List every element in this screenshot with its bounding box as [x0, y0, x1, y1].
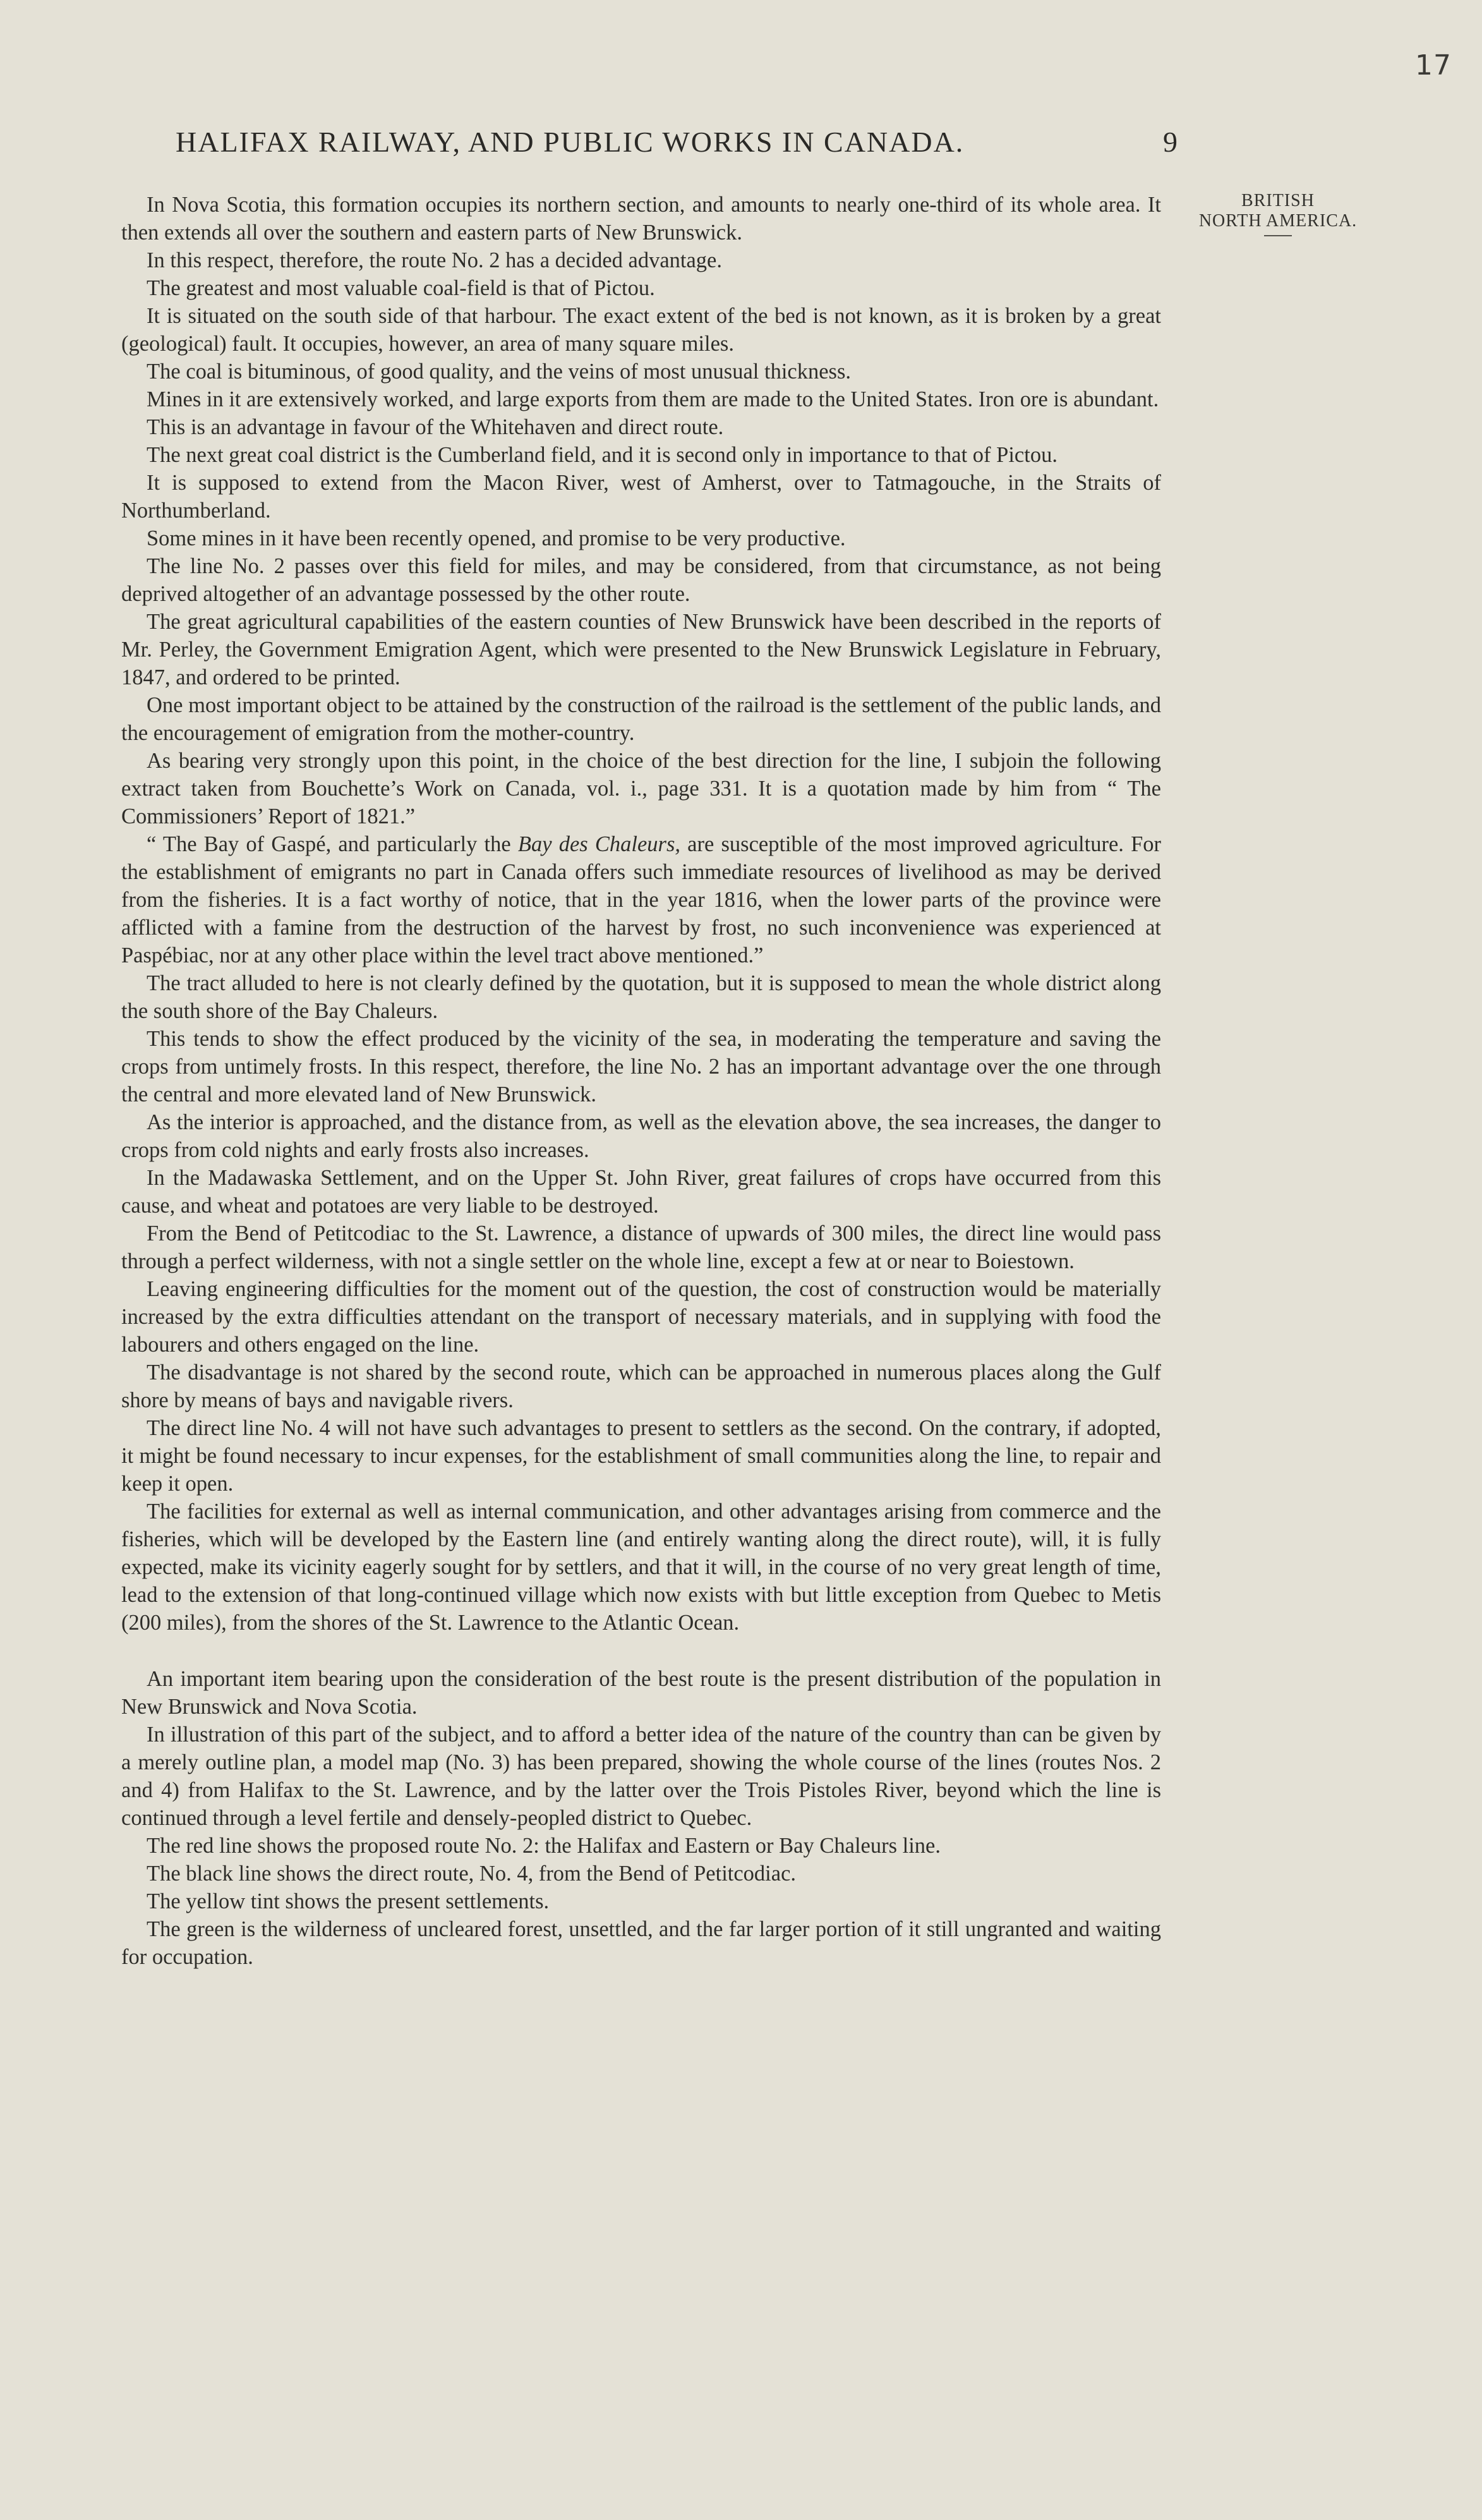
paragraph: The next great coal district is the Cumberland field, and it is second only in importance to that of Pictou.	[147, 443, 1057, 467]
margin-note-line-2: NORTH AMERICA.	[1198, 211, 1358, 231]
paragraph: This tends to show the effect produced by the vicinity of the sea, in moderating the temperature and saving the crops from untimely frosts. In this respect, therefore, the line No. 2 has an important advantage over the one through the central and more elevated land of New Brunswick.	[121, 1027, 1161, 1106]
page-number: 17	[1415, 49, 1452, 82]
section-paragraph: The yellow tint shows the present settlements.	[147, 1889, 550, 1913]
running-head-title: HALIFAX RAILWAY, AND PUBLIC WORKS IN CANADA.	[176, 126, 965, 158]
section-paragraph: In illustration of this part of the subject, and to afford a better idea of the nature of the country than can be given by a merely outline plan, a model map (No. 3) has been prepared, showing the whole course of the lines (routes Nos. 2 and 4) from Halifax to the St. Lawrence, and by the latter over the Trois Pistoles River, beyond which the line is continued through a level fertile and densely-peopled district to Quebec.	[121, 1723, 1161, 1830]
running-head-folio: 9	[1163, 126, 1179, 158]
paragraph: The line No. 2 passes over this field for miles, and may be considered, from that circumstance, as not being deprived altogether of an advantage possessed by the other route.	[121, 554, 1161, 606]
quote-italic-place: Bay des Chaleurs,	[517, 832, 680, 856]
paragraph: The tract alluded to here is not clearly defined by the quotation, but it is supposed to mean the whole district along the south shore of the Bay Chaleurs.	[121, 971, 1161, 1023]
quote-text: “ The Bay of Gaspé, and particularly the	[147, 832, 518, 856]
paragraph: As bearing very strongly upon this point, in the choice of the best direction for the line, I subjoin the following extract taken from Bouchette’s Work on Canada, vol. i., page 331. It is a quotation made by him from “ The Commissioners’ Report of 1821.”	[121, 749, 1161, 828]
margin-note-line-1: BRITISH	[1241, 191, 1315, 210]
quotation-paragraph	[121, 830, 1161, 969]
paragraph: From the Bend of Petitcodiac to the St. Lawrence, a distance of upwards of 300 miles, the direct line would pass through a perfect wilderness, with not a single settler on the whole line, except a few at or near to Boiestown.	[121, 1221, 1161, 1273]
quote-text: are susceptible of the most improved agriculture. For the establishment of emigrants no part in Canada offers such immediate resources of livelihood as may be derived from the fisheries. It is a fact worthy of notice, that in the year 1816, when the lower parts of the province were afflicted with a famine from the destruction of the harvest by frost, no such inconvenience was experienced at Paspébiac, nor at any other place within the level tract above mentioned.”	[121, 832, 1162, 967]
margin-note	[1174, 191, 1382, 236]
section-paragraph: The red line shows the proposed route No. 2: the Halifax and Eastern or Bay Chaleurs line.	[147, 1834, 941, 1858]
paragraph: Leaving engineering difficulties for the moment out of the question, the cost of construction would be materially increased by the extra difficulties attendant on the transport of necessary materials, and in supplying with food the labourers and others engaged on the line.	[121, 1277, 1161, 1357]
section-paragraph: An important item bearing upon the consideration of the best route is the present distribution of the population in New Brunswick and Nova Scotia.	[121, 1667, 1161, 1719]
paragraph: One most important object to be attained by the construction of the railroad is the settlement of the public lands, and the encouragement of emigration from the mother-country.	[121, 693, 1161, 745]
paragraph: The greatest and most valuable coal-field is that of Pictou.	[147, 276, 655, 300]
body-text	[121, 191, 1161, 1971]
paragraph: Some mines in it have been recently opened, and promise to be very productive.	[147, 526, 846, 550]
paragraph: The direct line No. 4 will not have such advantages to present to settlers as the second. On the contrary, if adopted, it might be found necessary to incur expenses, for the establishment of small communities along the line, to repair and keep it open.	[121, 1416, 1161, 1496]
paragraph: In the Madawaska Settlement, and on the Upper St. John River, great failures of crops have occurred from this cause, and wheat and potatoes are very liable to be destroyed.	[121, 1166, 1161, 1218]
paragraph: This is an advantage in favour of the Whitehaven and direct route.	[147, 415, 724, 439]
paragraph: In Nova Scotia, this formation occupies its northern section, and amounts to nearly one-third of its whole area. It then extends all over the southern and eastern parts of New Brunswick.	[121, 193, 1161, 245]
paragraph: The facilities for external as well as internal communication, and other advantages arising from commerce and the fisheries, which will be developed by the Eastern line (and entirely wanting along the direct route), will, it is fully expected, make its vicinity eagerly sought for by settlers, and that it will, in the course of no very great length of time, lead to the extension of that long-continued village which now exists with but little exception from Quebec to Metis (200 miles), from the shores of the St. Lawrence to the Atlantic Ocean.	[121, 1499, 1161, 1635]
paragraph: It is situated on the south side of that harbour. The exact extent of the bed is not known, as it is broken by a great (geological) fault. It occupies, however, an area of many square miles.	[121, 304, 1161, 356]
paragraph: Mines in it are extensively worked, and large exports from them are made to the United States. Iron ore is abundant.	[147, 387, 1159, 411]
paragraph: It is supposed to extend from the Macon River, west of Amherst, over to Tatmagouche, in the Straits of Northumberland.	[121, 471, 1161, 523]
paragraph: In this respect, therefore, the route No. 2 has a decided advantage.	[147, 248, 722, 272]
section-paragraph: The green is the wilderness of uncleared forest, unsettled, and the far larger portion of it still ungranted and waiting for occupation.	[121, 1917, 1161, 1969]
paragraph: The disadvantage is not shared by the second route, which can be approached in numerous places along the Gulf shore by means of bays and navigable rivers.	[121, 1360, 1161, 1412]
section-paragraph: The black line shows the direct route, No. 4, from the Bend of Petitcodiac.	[147, 1862, 797, 1886]
margin-note-rule	[1264, 235, 1292, 236]
paragraph: The coal is bituminous, of good quality, and the veins of most unusual thickness.	[147, 360, 852, 384]
paragraph: As the interior is approached, and the distance from, as well as the elevation above, the sea increases, the danger to crops from cold nights and early frosts also increases.	[121, 1110, 1161, 1162]
paragraph: The great agricultural capabilities of the eastern counties of New Brunswick have been described in the reports of Mr. Perley, the Government Emigration Agent, which were presented to the New Brunswick Legislature in February, 1847, and ordered to be printed.	[121, 610, 1161, 689]
running-head	[176, 125, 1179, 159]
